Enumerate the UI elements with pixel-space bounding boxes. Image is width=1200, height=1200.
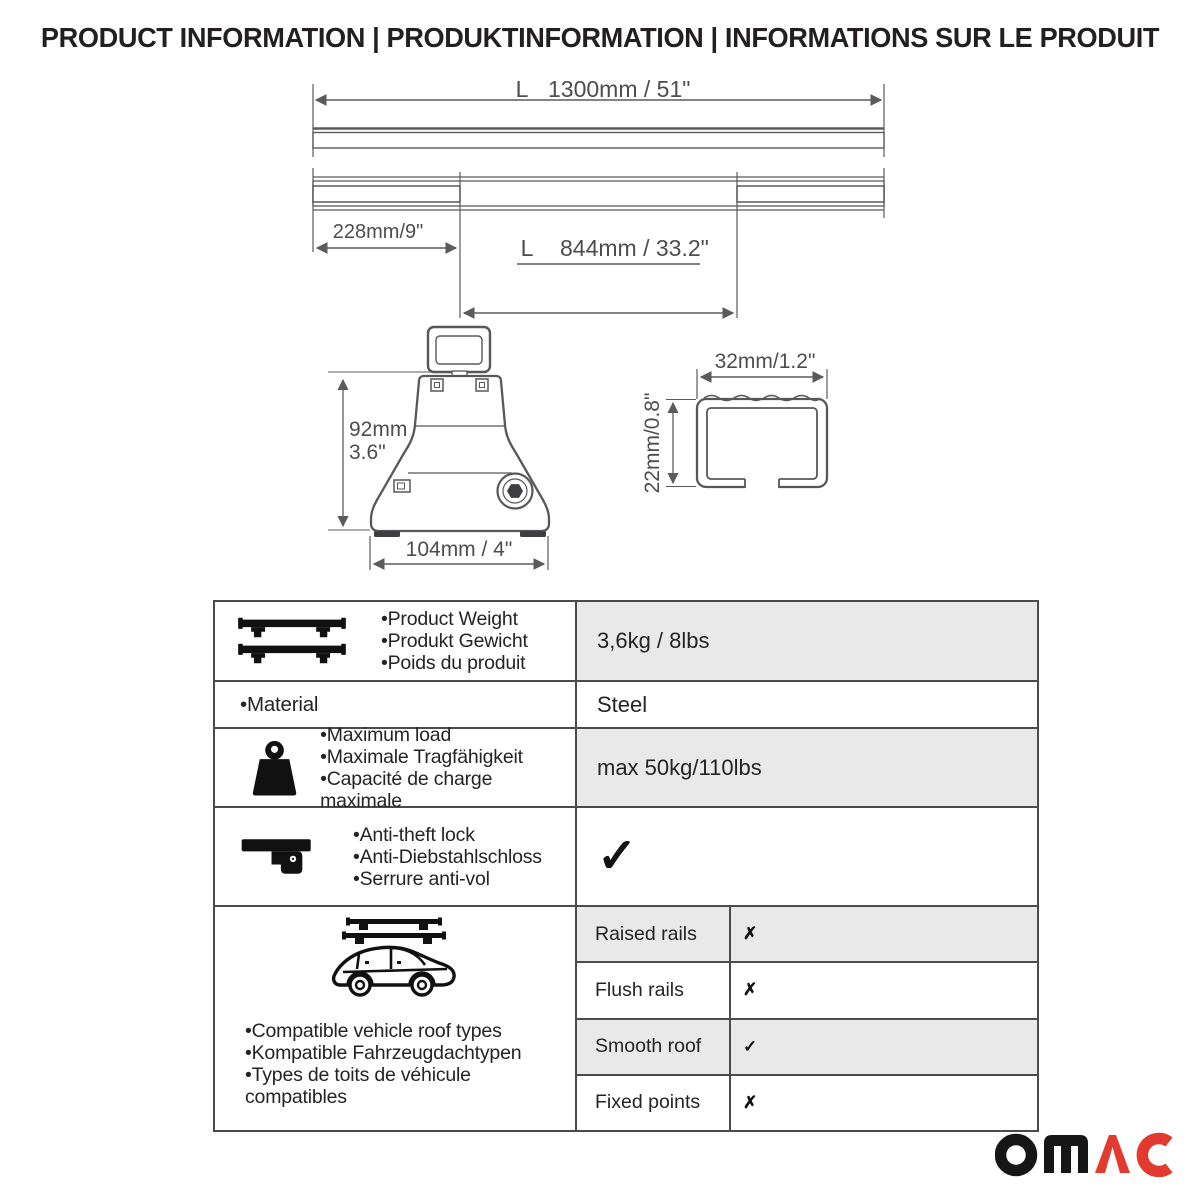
foot-width-dimension [370, 536, 548, 570]
weight-icon [247, 738, 302, 798]
row-label: •Produkt Gewicht [381, 630, 528, 652]
subrow-smooth-roof [577, 1018, 1037, 1074]
dim-end-section: 228mm/9" [332, 221, 424, 243]
roof-type-mark: ✗ [743, 924, 758, 944]
row-label: •Product Weight [381, 608, 518, 630]
page-title: PRODUCT INFORMATION | PRODUKTINFORMATION | INFORMATIONS SUR LE PRODUIT [40, 22, 1160, 53]
row-label: •Anti-theft lock [353, 823, 475, 846]
roof-type-mark: ✓ [743, 1036, 758, 1056]
omac-logo [995, 1131, 1190, 1177]
table-row-max-load [215, 723, 1037, 812]
row-label: •Maximum load [320, 723, 452, 746]
subrow-fixed-points [577, 1074, 1037, 1130]
row-label: •Poids du produit [381, 652, 526, 674]
product-weight-value: 3,6kg / 8lbs [577, 602, 1037, 680]
dim-crossbar-length: 1300mm / 51" [548, 80, 691, 102]
anti-theft-checkmark: ✓ [597, 829, 638, 883]
end-section-dimension [317, 221, 456, 248]
dim-label-l: L [515, 80, 529, 102]
row-label: •Material [240, 692, 319, 716]
table-row-roof-types [215, 905, 1037, 1130]
dim-profile-height: 22mm/0.8" [641, 392, 664, 494]
roof-type-label: Smooth roof [577, 1020, 731, 1074]
between-feet-dimension [464, 235, 733, 313]
spec-table [213, 600, 1039, 1132]
material-value: Steel [597, 691, 648, 717]
roof-type-mark: ✗ [743, 980, 758, 1000]
bar-profile-drawing [641, 350, 827, 493]
table-row-material [215, 680, 1037, 727]
roof-type-mark: ✗ [743, 1092, 758, 1112]
anti-theft-lock-icon [237, 829, 321, 885]
crossbar-side-view [313, 129, 884, 149]
dim-foot-height-mm: 92mm [349, 418, 408, 441]
row-label: •Kompatible Fahrzeugdachtypen [245, 1042, 522, 1064]
row-label: •Anti-Diebstahlschloss [353, 845, 542, 868]
subrow-raised-rails [577, 907, 1037, 961]
subrow-flush-rails [577, 961, 1037, 1017]
row-label: •Capacité de charge maximale [320, 767, 493, 812]
dim-foot-width: 104mm / 4" [405, 538, 513, 561]
technical-drawing [0, 80, 1200, 585]
row-label: •Maximale Tragfähigkeit [320, 745, 523, 768]
dim-foot-height-in: 3.6" [349, 441, 386, 464]
roof-type-label: Raised rails [577, 907, 731, 961]
dim-label-l2: L [520, 235, 534, 261]
roof-type-label: Flush rails [577, 963, 731, 1017]
roof-rack-bars-icon [233, 615, 351, 667]
roof-type-subtable [577, 907, 1037, 1130]
table-row-product-weight [215, 602, 1037, 680]
dim-profile-width: 32mm/1.2" [714, 350, 816, 373]
roof-type-label: Fixed points [577, 1076, 731, 1130]
max-load-value: max 50kg/110lbs [577, 729, 1037, 806]
car-roof-icon [329, 917, 461, 1003]
row-label: •Compatible vehicle roof types [245, 1020, 502, 1042]
table-row-anti-theft [215, 806, 1037, 905]
dim-between-feet: 844mm / 33.2" [560, 235, 709, 261]
row-label: •Serrure anti-vol [353, 867, 490, 890]
row-label: •Types de toits de véhicule compatibles [245, 1064, 471, 1108]
